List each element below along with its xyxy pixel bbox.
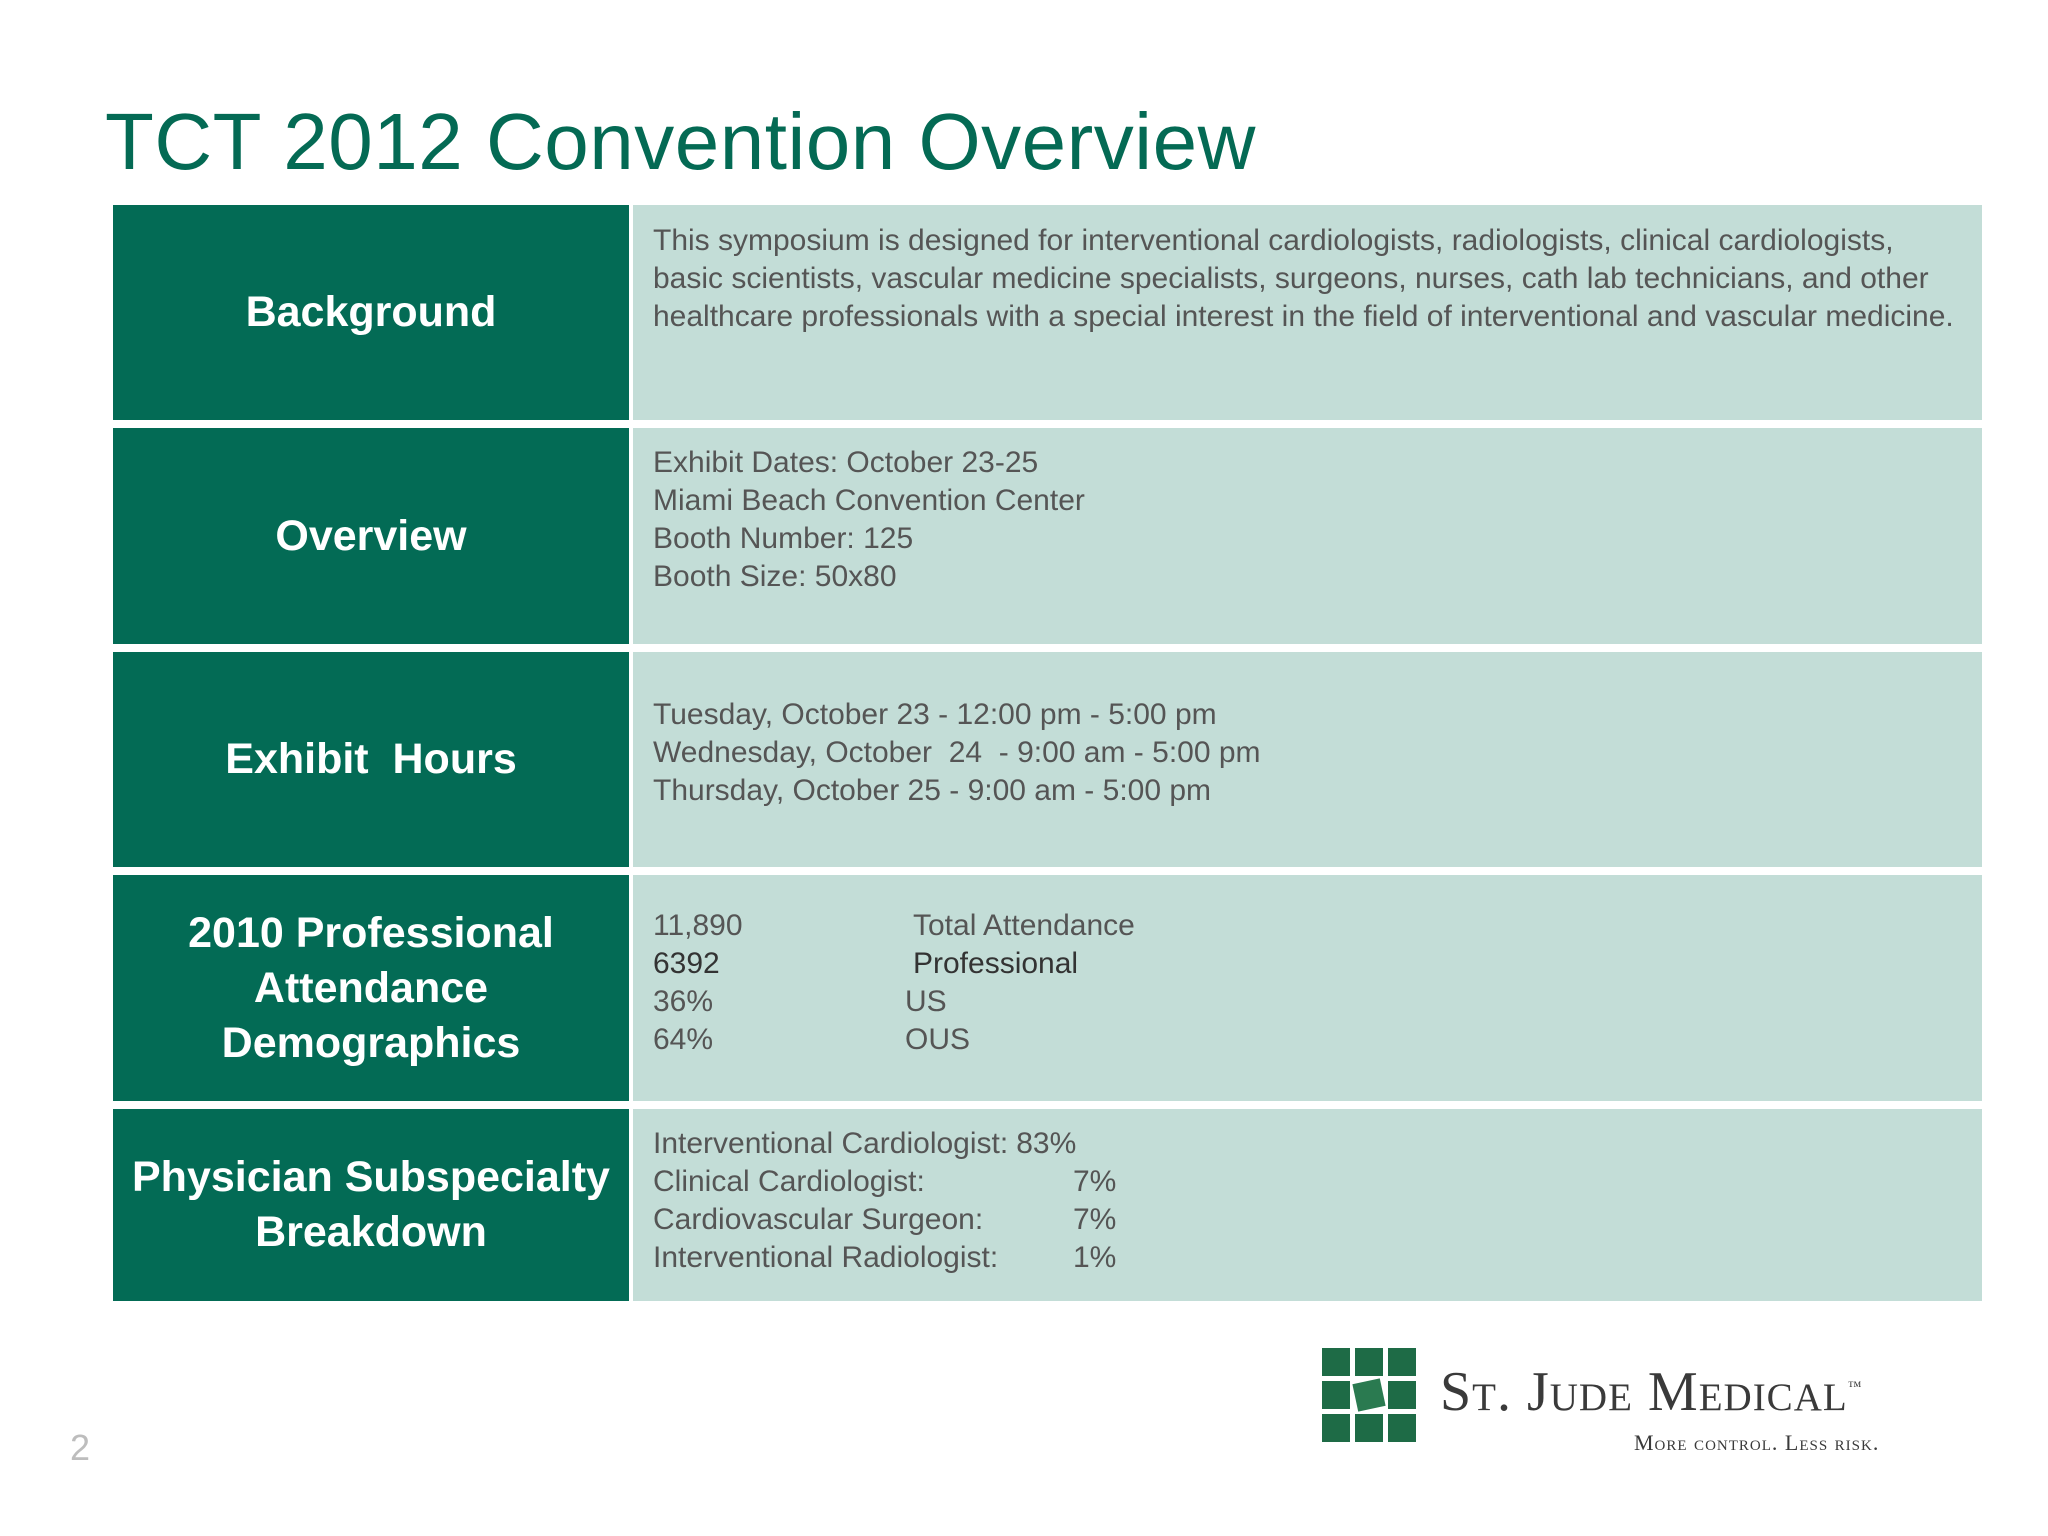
row-content-subspecialty (633, 1109, 1982, 1301)
list-item (653, 1125, 1962, 1163)
attendance-desc: Professional (913, 947, 1079, 980)
row-overview (113, 428, 1982, 652)
row-subspecialty (113, 1109, 1982, 1301)
attendance-desc: OUS (905, 1023, 971, 1056)
attendance-value: 11,890 (653, 909, 743, 942)
hours-wednesday: Wednesday, October 24 - 9:00 am - 5:00 pm (653, 736, 1261, 769)
subspecialty-pct: 7% (1073, 1203, 1117, 1236)
subspecialty-pct: 83% (1016, 1127, 1077, 1160)
row-exhibit-hours (113, 652, 1982, 875)
row-label-attendance: 2010 Professional Attendance Demographics (113, 875, 629, 1101)
subspecialty-name: Clinical Cardiologist: (653, 1165, 925, 1198)
booth-size: Booth Size: 50x80 (653, 560, 897, 593)
list-item (653, 1163, 1962, 1201)
list-item (653, 907, 1962, 945)
page-title: TCT 2012 Convention Overview (105, 97, 1256, 186)
row-content-overview (633, 428, 1982, 644)
subspecialty-name: Interventional Radiologist: (653, 1241, 999, 1274)
row-content-attendance (633, 875, 1982, 1101)
overview-table (113, 205, 1982, 1301)
list-item (653, 1021, 1962, 1059)
background-text: This symposium is designed for interventional cardiologists, radiologists, clinical cardiologists, basic scientists, vascular medicine specialists, surgeons, nurses, cath lab technicians, and other healthcare professionals with a special interest in the field of interventional and vascular medicine. (653, 224, 1954, 333)
row-attendance (113, 875, 1982, 1109)
attendance-desc: Total Attendance (913, 909, 1135, 942)
company-logo (1322, 1348, 1962, 1458)
row-content-exhibit-hours (633, 652, 1982, 867)
row-label-background: Background (113, 205, 629, 420)
attendance-value: 6392 (653, 947, 720, 980)
list-item (653, 1239, 1962, 1277)
list-item (653, 945, 1962, 983)
row-label-subspecialty: Physician Subspecialty Breakdown (113, 1109, 629, 1301)
subspecialty-pct: 1% (1073, 1241, 1117, 1274)
booth-number: Booth Number: 125 (653, 522, 914, 555)
list-item (653, 983, 1962, 1021)
venue: Miami Beach Convention Center (653, 484, 1085, 517)
attendance-desc: US (905, 985, 947, 1018)
logo-mark-icon (1322, 1348, 1416, 1442)
logo-name: St. Jude Medical™ (1440, 1361, 1863, 1423)
row-label-overview: Overview (113, 428, 629, 644)
subspecialty-name: Interventional Cardiologist: (653, 1127, 1009, 1160)
hours-tuesday: Tuesday, October 23 - 12:00 pm - 5:00 pm (653, 698, 1217, 731)
list-item (653, 1201, 1962, 1239)
page-number: 2 (70, 1427, 91, 1468)
row-label-exhibit-hours: Exhibit Hours (113, 652, 629, 867)
row-content-background (633, 205, 1982, 420)
row-background (113, 205, 1982, 428)
subspecialty-name: Cardiovascular Surgeon: (653, 1203, 984, 1236)
attendance-value: 64% (653, 1023, 714, 1056)
logo-tagline: More control. Less risk. (1634, 1430, 1880, 1455)
exhibit-dates: Exhibit Dates: October 23-25 (653, 446, 1039, 479)
hours-thursday: Thursday, October 25 - 9:00 am - 5:00 pm (653, 774, 1212, 807)
subspecialty-pct: 7% (1073, 1165, 1117, 1198)
attendance-value: 36% (653, 985, 714, 1018)
